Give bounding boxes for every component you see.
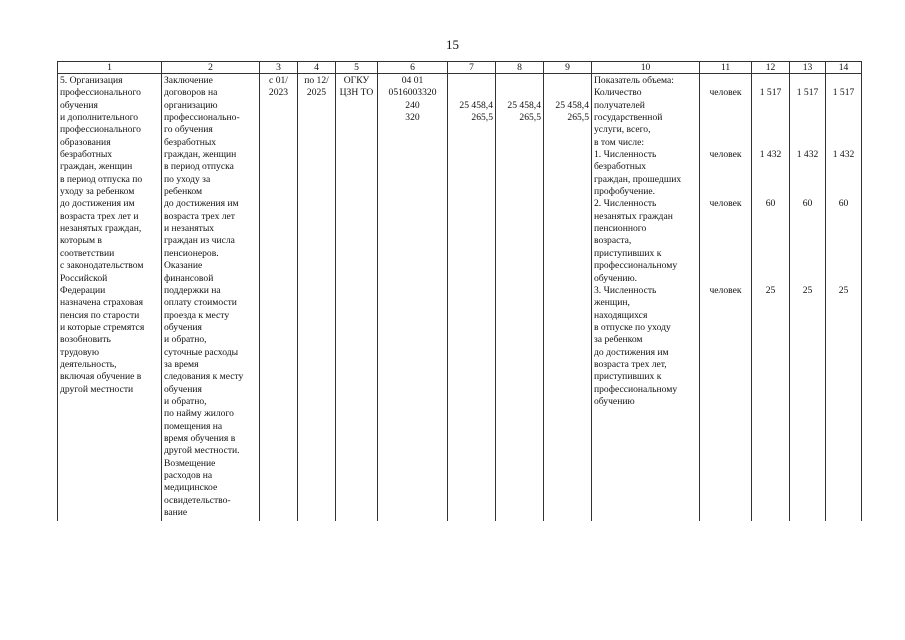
column-number: 7 (448, 62, 496, 74)
column-number: 8 (496, 62, 544, 74)
program-table (57, 61, 862, 521)
column-number: 12 (752, 62, 790, 74)
start-date-cell: с 01/ 2023 (260, 74, 298, 522)
page-number: 15 (446, 37, 459, 52)
funding-cell: 25 458,4 265,5 (496, 74, 544, 522)
column-number: 1 (58, 62, 162, 74)
column-number: 2 (162, 62, 260, 74)
column-number: 13 (790, 62, 826, 74)
measures-cell: Заключение договоров на организацию профессионально- го обучения безработных граждан, женщин в период отпуска по уходу за ребенком до достижения им возраста трех лет и незанятых граждан из числа пенсионеров. Оказание финансовой поддержки на оплату стоимости проезда к месту обучения и обратно, суточные расходы за время следования к месту обучения и обратно, по найму жилого помещения на время обучения в другой местности. Возмещение расходов на медицинское освидетельство- вание (162, 74, 260, 522)
funding-cell: 25 458,4 265,5 (544, 74, 592, 522)
column-number: 14 (826, 62, 862, 74)
column-number-row (58, 62, 862, 74)
target-value-cell: 1 517 1 432 60 25 (790, 74, 826, 522)
column-number: 11 (700, 62, 752, 74)
column-number: 4 (298, 62, 336, 74)
column-number: 5 (336, 62, 378, 74)
target-value-cell: 1 517 1 432 60 25 (752, 74, 790, 522)
funding-cell: 25 458,4 265,5 (448, 74, 496, 522)
indicator-cell: Показатель объема: Количество получателей государственной услуги, всего, в том числе: 1. Численность безработных граждан, прошедших профобучение. 2. Численность незанятых граждан пенсионного возраста, приступивших к профессиональному обучению. 3. Численность женщин, находящихся в отпуске по уходу за ребенком до достижения им возраста трех лет, приступивших к профессиональному обучению (592, 74, 700, 522)
executor-cell: ОГКУ ЦЗН ТО (336, 74, 378, 522)
table-row (58, 74, 862, 522)
column-number: 6 (378, 62, 448, 74)
column-number: 9 (544, 62, 592, 74)
column-number: 10 (592, 62, 700, 74)
column-number: 3 (260, 62, 298, 74)
target-value-cell: 1 517 1 432 60 25 (826, 74, 862, 522)
end-date-cell: по 12/ 2025 (298, 74, 336, 522)
activity-name-cell: 5. Организация профессионального обучения и дополнительного профессионального образования безработных граждан, женщин в период отпуска по уходу за ребенком до достижения им возраста трех лет и незанятых граждан, которым в соответствии с законодательством Российской Федерации назначена страховая пенсия по старости и которые стремятся возобновить трудовую деятельность, включая обучение в другой местности (58, 74, 162, 522)
unit-cell: человек человек человек человек (700, 74, 752, 522)
budget-code-cell: 04 01 0516003320 240 320 (378, 74, 448, 522)
